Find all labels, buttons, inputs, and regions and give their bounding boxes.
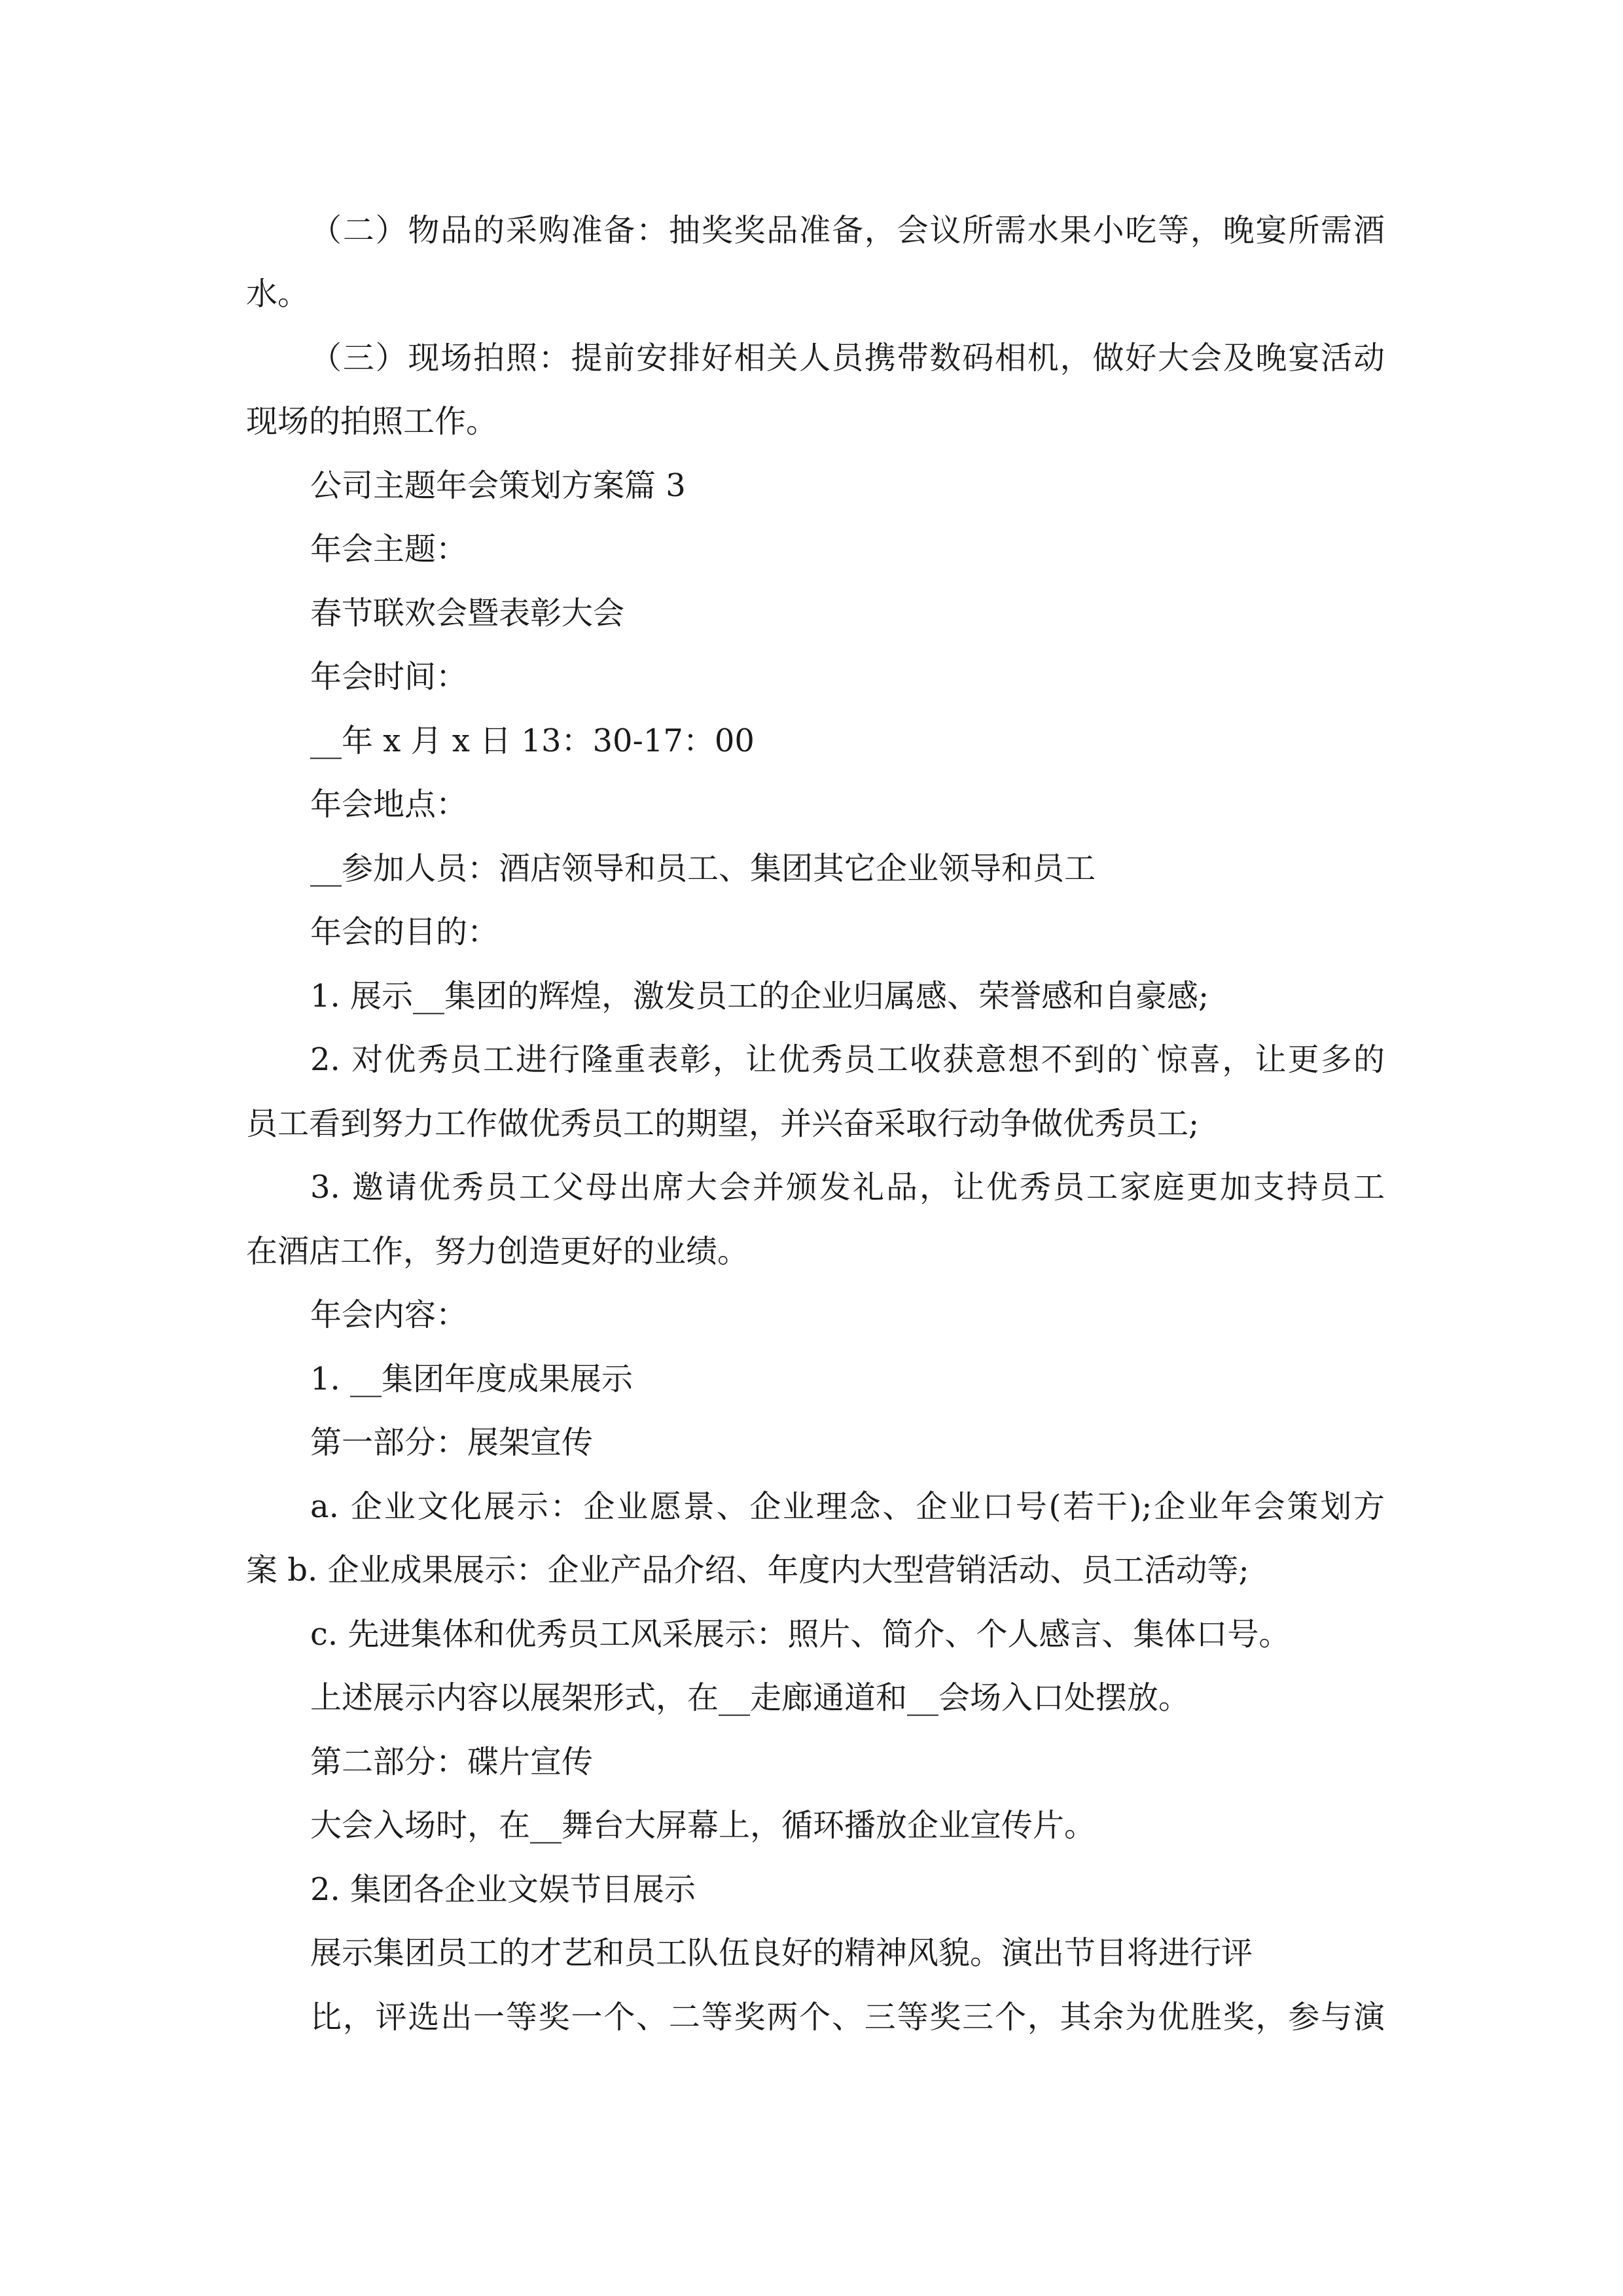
text-line: 第一部分：展架宣传 (310, 1424, 594, 1461)
text-line: 1. __集团年度成果展示 (310, 1361, 633, 1397)
text-line: 第二部分：碟片宣传 (310, 1744, 594, 1780)
text-line: 年会主题： (310, 531, 468, 567)
text-line: 年会的目的： (310, 914, 499, 950)
text-line: （二）物品的采购准备：抽奖奖品准备，会议所需水果小吃等，晚宴所需酒 (310, 212, 1385, 249)
text-line: 水。 (246, 276, 310, 312)
text-line: （三）现场拍照：提前安排好相关人员携带数码相机，做好大会及晚宴活动 (310, 340, 1385, 376)
text-line: 在酒店工作，努力创造更好的业绩。 (246, 1233, 749, 1270)
text-line: 现场的拍照工作。 (246, 403, 498, 440)
text-line: __参加人员：酒店领导和员工、集团其它企业领导和员工 (310, 850, 1096, 887)
text-line: 2. 集团各企业文娱节目展示 (310, 1871, 696, 1908)
text-line: 3. 邀请优秀员工父母出席大会并颁发礼品，让优秀员工家庭更加支持员工 (310, 1169, 1385, 1206)
text-line: 年会内容： (310, 1297, 468, 1333)
text-line: 2. 对优秀员工进行隆重表彰，让优秀员工收获意想不到的`惊喜，让更多的 (310, 1041, 1385, 1078)
text-line: a. 企业文化展示：企业愿景、企业理念、企业口号(若干);企业年会策划方 (310, 1488, 1385, 1525)
text-line: 大会入场时，在__舞台大屏幕上，循环播放企业宣传片。 (310, 1807, 1096, 1844)
text-line: 展示集团员工的才艺和员工队伍良好的精神风貌。演出节目将进行评 (310, 1935, 1253, 1971)
text-line: 年会地点： (310, 786, 468, 823)
text-line: 案 b. 企业成果展示：企业产品介绍、年度内大型营销活动、员工活动等; (246, 1552, 1249, 1588)
text-line: 上述展示内容以展架形式，在__走廊通道和__会场入口处摆放。 (310, 1679, 1190, 1716)
text-line: 年会时间： (310, 658, 468, 695)
text-line: c. 先进集体和优秀员工风采展示：照片、简介、个人感言、集体口号。 (310, 1616, 1291, 1653)
text-line: 1. 展示__集团的辉煌，激发员工的企业归属感、荣誉感和自豪感; (310, 978, 1209, 1014)
section-heading: 公司主题年会策划方案篇 3 (310, 467, 686, 504)
text-line: 比，评选出一等奖一个、二等奖两个、三等奖三个，其余为优胜奖，参与演 (310, 1999, 1385, 2036)
text-line: __年 x 月 x 日 13：30-17：00 (310, 723, 755, 759)
text-line: 员工看到努力工作做优秀员工的期望，并兴奋采取行动争做优秀员工; (246, 1105, 1200, 1142)
text-line: 春节联欢会暨表彰大会 (310, 595, 625, 632)
